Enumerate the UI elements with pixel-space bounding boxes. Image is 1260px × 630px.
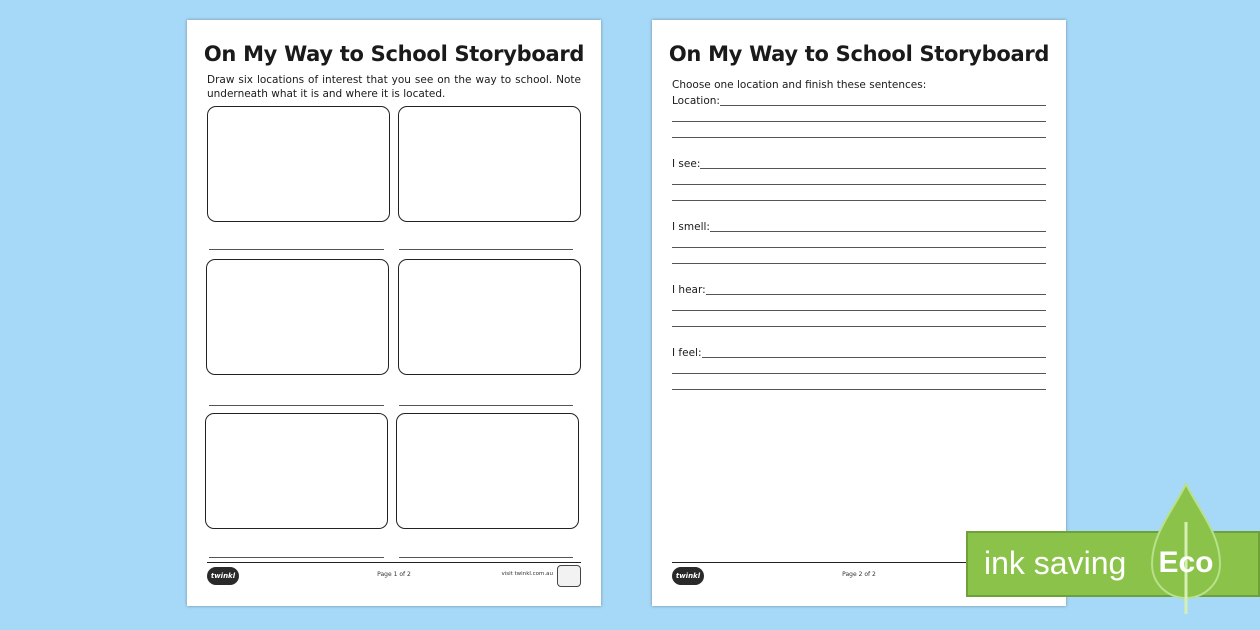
writing-line xyxy=(672,200,1046,201)
page-number: Page 2 of 2 xyxy=(842,571,876,578)
writing-line xyxy=(672,168,1046,169)
resource-badge-icon xyxy=(557,565,581,587)
prompt-i-hear: I hear: xyxy=(672,284,706,296)
twinkl-logo: twinkl xyxy=(207,567,239,585)
drawing-frame-2 xyxy=(398,106,581,222)
drawing-frame-3 xyxy=(206,259,389,375)
prompt-location: Location: xyxy=(672,95,720,107)
instructions-text: Draw six locations of interest that you see on the way to school. Note underneath what it is and where it is located. xyxy=(207,74,581,100)
writing-line xyxy=(672,184,1046,185)
twinkl-logo: twinkl xyxy=(672,567,704,585)
prompt-i-feel: I feel: xyxy=(672,347,702,359)
page-number: Page 1 of 2 xyxy=(377,571,411,578)
eco-label: Eco xyxy=(1158,546,1214,579)
footer-rule xyxy=(207,562,581,563)
caption-line-1 xyxy=(209,249,384,250)
caption-line-2 xyxy=(399,249,573,250)
writing-line xyxy=(672,137,1046,138)
page-title: On My Way to School Storyboard xyxy=(668,42,1050,66)
caption-line-5 xyxy=(209,557,384,558)
prompt-i-smell: I smell: xyxy=(672,221,710,233)
writing-line xyxy=(672,326,1046,327)
writing-line xyxy=(672,121,1046,122)
drawing-frame-6 xyxy=(396,413,579,529)
drawing-frame-5 xyxy=(205,413,388,529)
page-title: On My Way to School Storyboard xyxy=(203,42,585,66)
worksheet-page-1 xyxy=(187,20,601,606)
caption-line-4 xyxy=(399,405,573,406)
drawing-frame-1 xyxy=(207,106,390,222)
caption-line-6 xyxy=(399,557,573,558)
worksheet-page-2 xyxy=(652,20,1066,606)
writing-line xyxy=(672,105,1046,106)
writing-line xyxy=(672,247,1046,248)
writing-line xyxy=(672,310,1046,311)
writing-line xyxy=(672,357,1046,358)
caption-line-3 xyxy=(209,405,384,406)
drawing-frame-4 xyxy=(398,259,581,375)
writing-line xyxy=(672,294,1046,295)
visit-link-text: visit twinkl.com.au xyxy=(501,571,553,577)
ink-saving-text: ink saving xyxy=(984,545,1127,581)
writing-line xyxy=(672,231,1046,232)
prompt-intro: Choose one location and finish these sentences: xyxy=(672,79,927,91)
prompt-i-see: I see: xyxy=(672,158,701,170)
writing-line xyxy=(672,389,1046,390)
writing-line xyxy=(672,373,1046,374)
writing-line xyxy=(672,263,1046,264)
eco-leaf-icon xyxy=(1148,482,1224,616)
